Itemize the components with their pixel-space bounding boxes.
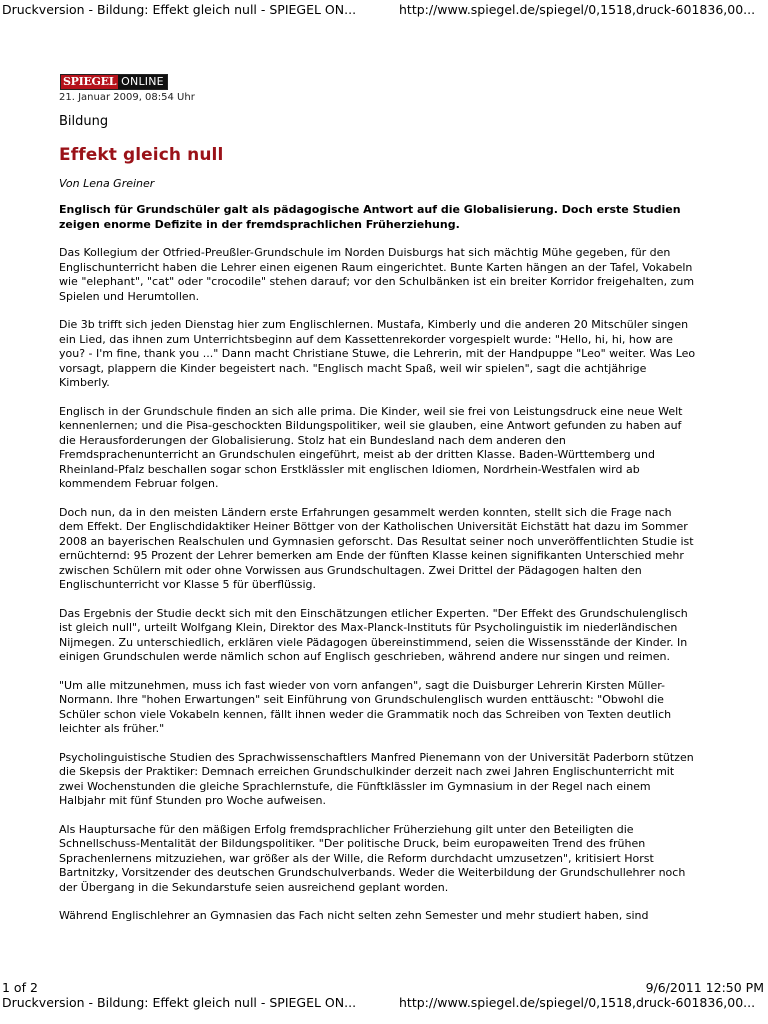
print-footer [0, 995, 768, 1013]
article-paragraph: Das Ergebnis der Studie deckt sich mit den Einschätzungen etlicher Experten. "Der Effekt des Grundschulenglisch ist gleich null", urteilt Wolfgang Klein, Direktor des Max-Planck-Instituts für Psycholinguistik im niederländischen Nijmegen. Zu unterschiedlich, erklären viele Pädagogen übereinstimmend, seien die Wissensstände der Kinder. In einigen Grundschulen werde nämlich schon auf Englisch geschrieben, während andere nur singen und reimen. [59, 606, 688, 663]
article-paragraph: Englisch in der Grundschule finden an sich alle prima. Die Kinder, weil sie frei von Leistungsdruck eine neue Welt kennenlernen; und die Pisa-geschockten Bildungspolitiker, weil sie glauben, eine Antwort gefunden zu haben auf die Herausforderungen der Globalisierung. Stolz hat ein Bundesland nach dem anderen den Fremdsprachenunterricht an Grundschulen eingeführt, meist ab der dritten Klasse. Baden-Württemberg und Rheinland-Pfalz beschallen sogar schon Erstklässler mit englischen Idiomen, Nordrhein-Westfalen wird ab kommendem Februar folgen. [59, 404, 683, 490]
print-footer-datetime: 9/6/2011 12:50 PM [645, 980, 764, 995]
article-paragraph: Doch nun, da in den meisten Ländern erste Erfahrungen gesammelt werden konnten, stellt sich die Frage nach dem Effekt. Der Englischdidaktiker Heiner Böttger von der Katholischen Universität Eichstätt hat dazu im Sommer 2008 an bayerischen Realschulen und Gymnasien geforscht. Das Resultat seiner noch unveröffentlichten Studie ist ernüchternd: 95 Prozent der Lehrer bemerken am Ende der fünften Klasse keinen signifikanten Unterschied mehr zwischen Schülern mit oder ohne Vorwissen aus Grundschultagen. Zwei Drittel der Pädagogen halten den Englischunterricht vor Klasse 5 für überflüssig. [59, 505, 694, 591]
article-paragraph: "Um alle mitzunehmen, muss ich fast wieder von vorn anfangen", sagt die Duisburger Lehrerin Kirsten Müller-Normann. Ihre "hohen Erwartungen" seit Einführung von Grundschulenglisch wurden enttäuscht: "Obwohl die Schüler schon viele Vokabeln kennen, fällt ihnen weder die Grammatik noch das Schreiben von Texten deutlich leichter als früher." [59, 678, 672, 735]
print-footer-page-number: 1 of 2 [2, 980, 38, 995]
print-header [0, 2, 768, 20]
print-header-title: Druckversion - Bildung: Effekt gleich null - SPIEGEL ON... [2, 2, 357, 17]
article-section: Bildung [59, 114, 109, 129]
print-footer-url: http://www.spiegel.de/spiegel/0,1518,druck-601836,00... [399, 995, 756, 1010]
article-author: Von Lena Greiner [59, 177, 155, 190]
article-paragraph: Während Englischlehrer an Gymnasien das Fach nicht selten zehn Semester und mehr studiert haben, sind [59, 909, 649, 922]
print-header-url: http://www.spiegel.de/spiegel/0,1518,druck-601836,00... [399, 2, 756, 17]
article-date: 21. Januar 2009, 08:54 Uhr [59, 92, 195, 103]
print-footer-page-info [0, 980, 768, 996]
article-paragraph: Psycholinguistische Studien des Sprachwissenschaftlers Manfred Pienemann von der Universität Paderborn stützen die Skepsis der Praktiker: Demnach erreichen Grundschulkinder derzeit nach zwei Jahren Englischunterricht mit zwei Wochenstunden die gleiche Sprachlernstufe, die Fünftklässler im Gymnasium in der Regel nach einem Halbjahr mit fünf Stunden pro Woche aufweisen. [59, 750, 694, 807]
article-paragraph: Die 3b trifft sich jeden Dienstag hier zum Englischlernen. Mustafa, Kimberly und die anderen 20 Mitschüler singen ein Lied, das ihnen zum Unterrichtsbeginn auf dem Kassettenrekorder vorgespielt wurde: "Hello, hi, hi, how are you? - I'm fine, thank you ..." Dann macht Christiane Stuwe, die Lehrerin, mit der Handpuppe "Leo" weiter. Was Leo vorsagt, plappern die Kinder begeistert nach. "Englisch macht Spaß, weil wir spielen", sagt die achtjährige Kimberly. [59, 318, 696, 389]
article-lead: Englisch für Grundschüler galt als pädagogische Antwort auf die Globalisierung. Doch erste Studien zeigen enorme Defizite in der fremdsprachlichen Früherziehung. [59, 203, 681, 231]
article-paragraph: Als Hauptursache für den mäßigen Erfolg fremdsprachlicher Früherziehung gilt unter den Beteiligten die Schnellschuss-Mentalität der Bildungspolitiker. "Der politische Druck, beim europaweiten Trend des frühen Sprachenlernens mitzuziehen, war größer als der Wille, die Reform durchdacht umzusetzen", kritisiert Horst Bartnitzky, Vorsitzender des deutschen Grundschulverbands. Weder die Weiterbildung der Grundschullehrer noch der Übergang in die Sekundarstufe seien ausreichend geplant worden. [59, 822, 686, 894]
logo-spiegel-text: SPIEGEL [63, 75, 117, 88]
spiegel-online-logo[interactable] [60, 74, 168, 90]
article-page [59, 70, 699, 924]
logo-online-text: ONLINE [118, 75, 167, 89]
print-footer-title: Druckversion - Bildung: Effekt gleich null - SPIEGEL ON... [2, 995, 357, 1010]
article-paragraph: Das Kollegium der Otfried-Preußler-Grundschule im Norden Duisburgs hat sich mächtig Mühe gegeben, für den Englischunterricht haben die Lehrer einen eigenen Raum eingerichtet. Bunte Karten hängen an der Tafel, Vokabeln wie "elephant", "cat" oder "crocodile" stehen darauf; vor den Schulbänken ist ein breiter Korridor freigehalten, zum Spielen und Herumtollen. [59, 246, 695, 303]
article-headline: Effekt gleich null [59, 145, 224, 165]
